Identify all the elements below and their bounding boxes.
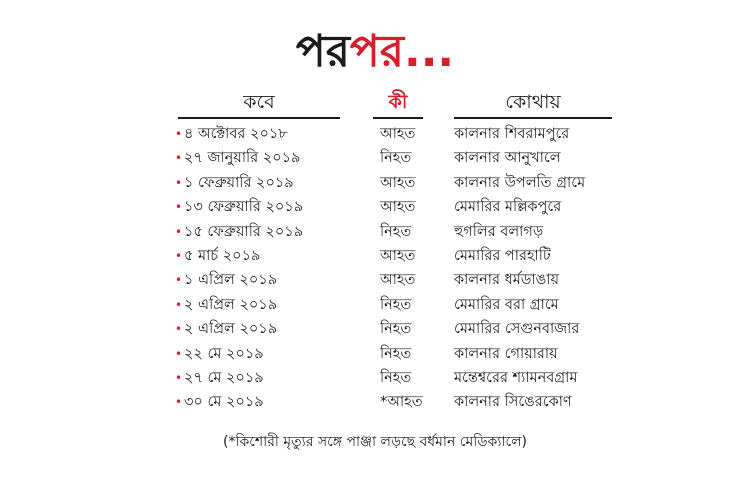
table-row: [0, 122, 750, 146]
row-place: মন্তেশ্বরের শ্যামনবগ্রাম: [454, 369, 578, 386]
row-place: কালনার গোয়ারায়: [454, 345, 558, 362]
table-row: [0, 171, 750, 195]
bullet-icon: •: [175, 346, 183, 361]
row-date: ২ এপ্রিল ২০১৯: [184, 296, 278, 313]
row-status: নিহত: [380, 369, 412, 386]
incident-table: [0, 122, 750, 415]
row-place: হুগলির বলাগড়: [454, 223, 544, 240]
table-row: [0, 244, 750, 268]
row-date: ৪ অক্টোবর ২০১৮: [184, 126, 288, 142]
row-date: ১ ফেব্রুয়ারি ২০১৯: [184, 174, 294, 191]
row-status: *আহত: [380, 394, 423, 411]
table-row: [0, 342, 750, 366]
table-row: [0, 195, 750, 219]
row-status: আহত: [380, 199, 416, 216]
row-date: ২৭ জানুয়ারি ২০১৯: [184, 150, 301, 167]
row-date: ৫ মার্চ ২০১৯: [184, 247, 261, 264]
row-date: ২ এপ্রিল ২০১৯: [184, 321, 278, 338]
table-row: [0, 293, 750, 317]
row-status: নিহত: [380, 345, 412, 362]
table-row: [0, 268, 750, 292]
row-place: কালনার ধর্মডাঙায়: [454, 272, 560, 289]
bullet-icon: •: [175, 395, 183, 410]
row-date: ১ এপ্রিল ২০১৯: [184, 272, 278, 289]
footnote: (*কিশোরী মৃত্যুর সঙ্গে পাঞ্জা লড়ছে বর্ধমান মেডিক্যালে): [223, 434, 527, 450]
headline-part-black: পর: [295, 26, 350, 77]
bullet-icon: •: [175, 175, 183, 190]
column-header-where: কোথায়: [505, 91, 561, 113]
row-status: আহত: [380, 126, 416, 142]
row-date: ১৫ ফেব্রুয়ারি ২০১৯: [184, 223, 304, 240]
row-status: আহত: [380, 247, 416, 264]
row-status: আহত: [380, 174, 416, 191]
row-date: ১৩ ফেব্রুয়ারি ২০১৯: [184, 199, 304, 216]
bullet-icon: •: [175, 127, 183, 141]
header-rule-where: [454, 117, 612, 119]
bullet-icon: •: [175, 322, 183, 337]
row-status: আহত: [380, 272, 416, 289]
row-place: কালনার সিঙেরকোণ: [454, 394, 572, 411]
row-place: মেমারির মল্লিকপুরে: [454, 199, 562, 216]
row-status: নিহত: [380, 150, 412, 167]
table-row: [0, 390, 750, 414]
table-row: [0, 220, 750, 244]
row-date: ২২ মে ২০১৯: [184, 345, 264, 362]
row-place: কালনার শিবরামপুরে: [454, 126, 570, 142]
header-rule-what: [373, 117, 423, 119]
column-header-when: কবে: [243, 91, 275, 113]
bullet-icon: •: [175, 224, 183, 239]
bullet-icon: •: [175, 248, 183, 263]
row-date: ৩০ মে ২০১৯: [184, 394, 264, 411]
header-rule-when: [178, 117, 340, 119]
table-row: [0, 317, 750, 341]
row-status: নিহত: [380, 321, 412, 338]
row-place: মেমারির সেগুনবাজার: [454, 321, 580, 338]
row-place: কালনার আনুখালে: [454, 150, 561, 167]
bullet-icon: •: [175, 370, 183, 385]
bullet-icon: •: [175, 200, 183, 215]
headline-part-red: পর...: [349, 26, 455, 77]
column-header-what: কী: [388, 91, 408, 113]
row-place: মেমারির বরা গ্রামে: [454, 296, 559, 313]
row-place: কালনার উপলতি গ্রামে: [454, 174, 586, 191]
row-date: ২৭ মে ২০১৯: [184, 369, 264, 386]
row-status: নিহত: [380, 223, 412, 240]
row-status: নিহত: [380, 296, 412, 313]
bullet-icon: •: [175, 297, 183, 312]
row-place: মেমারির পারহাটি: [454, 247, 551, 264]
bullet-icon: •: [175, 273, 183, 288]
bullet-icon: •: [175, 151, 183, 166]
table-row: [0, 366, 750, 390]
table-row: [0, 146, 750, 170]
headline: [0, 24, 750, 80]
